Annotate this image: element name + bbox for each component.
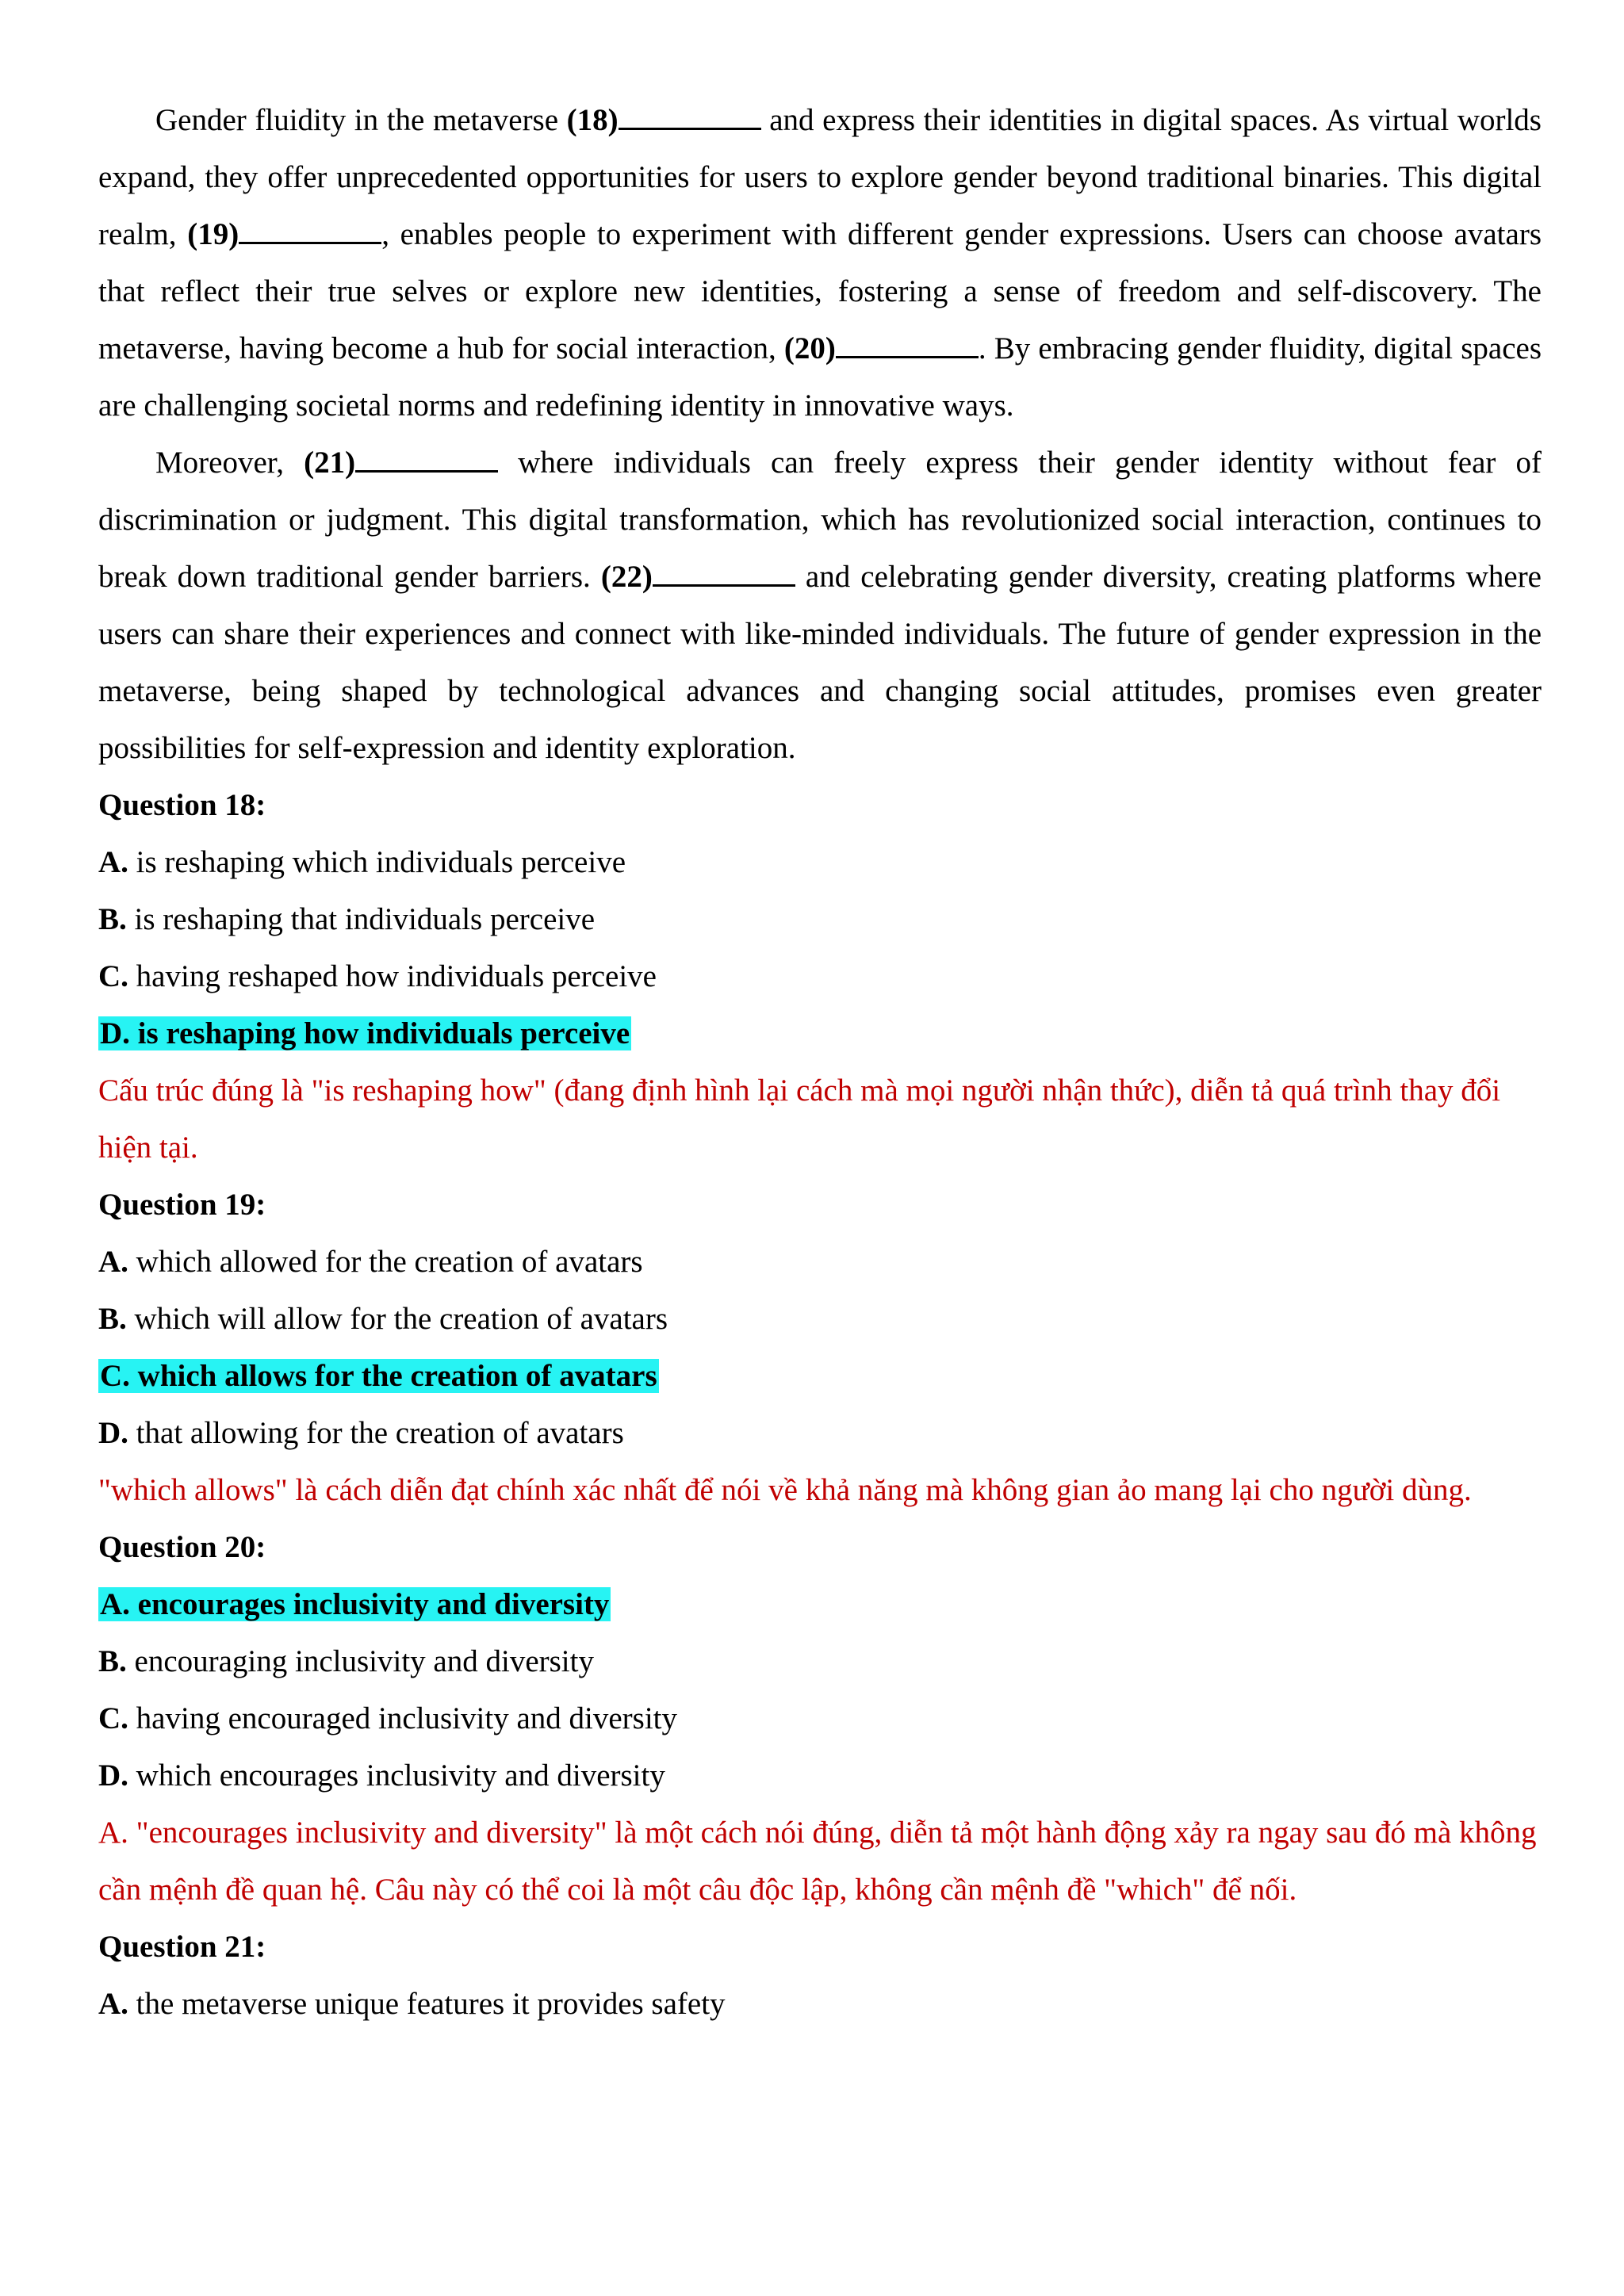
question-18-option-b (98, 891, 1542, 948)
blank-number-22: (22) (600, 560, 653, 594)
passage-text: Gender fluidity in the metaverse (155, 103, 567, 137)
blank-number-21: (21) (304, 446, 356, 480)
option-text: the metaverse unique features it provides safety (128, 1987, 726, 2021)
option-letter: D. (98, 1758, 128, 1793)
option-text: encouraging inclusivity and diversity (126, 1644, 594, 1678)
option-letter: B. (98, 1302, 127, 1336)
blank-number-18: (18) (566, 103, 619, 137)
option-letter: A. (98, 845, 128, 879)
option-letter: A. (98, 1987, 128, 2021)
passage-paragraph-1 (98, 92, 1542, 434)
option-letter: B. (98, 902, 127, 936)
question-18-explanation: Cấu trúc đúng là "is reshaping how" (đang định hình lại cách mà mọi người nhận thức), diễn tả quá trình thay đổi hiện tại. (98, 1073, 1501, 1165)
question-19-option-c-correct (98, 1348, 1542, 1405)
passage-text: where individuals can freely express their gender identity without fear of discrimination or judgment. This digital transformation, which has revolutionized social interaction, continues to break down traditional gender barriers. (98, 446, 1542, 594)
passage-text: and celebrating gender diversity, creating platforms where users can share their experiences and connect with like-minded individuals. The future of gender expression in the metaverse, being shaped by technological advances and changing social attitudes, promises even greater possibilities for self-expression and identity exploration. (98, 560, 1542, 765)
option-text: which encourages inclusivity and diversity (128, 1758, 665, 1793)
question-20-explanation: A. "encourages inclusivity and diversity" là một cách nói đúng, diễn tả một hành động xảy ra ngay sau đó mà không cần mệnh đề quan hệ. Câu này có thể coi là một câu độc lập, không cần mệnh đề "which" để nối. (98, 1816, 1537, 1907)
passage-text: . By embracing gender fluidity, digital spaces are challenging societal norms and redefining identity in innovative ways. (98, 331, 1542, 423)
correct-answer-highlight: D. is reshaping how individuals perceive (100, 1016, 630, 1050)
option-text: that allowing for the creation of avatars (128, 1416, 624, 1450)
option-text: is reshaping that individuals perceive (126, 902, 596, 936)
reading-passage (98, 92, 1542, 777)
blank-18 (619, 98, 761, 130)
question-20-option-a-correct (98, 1576, 1542, 1633)
correct-answer-highlight: A. encourages inclusivity and diversity (100, 1587, 610, 1621)
option-text: having encouraged inclusivity and diversity (128, 1701, 678, 1735)
passage-text: Moreover, (155, 446, 304, 480)
question-21-option-a (98, 1976, 1542, 2033)
passage-paragraph-2 (98, 434, 1542, 777)
question-19-option-d (98, 1405, 1542, 1462)
question-18-option-a (98, 834, 1542, 891)
blank-19 (239, 212, 381, 244)
blank-number-19: (19) (187, 217, 239, 251)
passage-text: , enables people to experiment with different gender expressions. Users can choose avatars that reflect their true selves or explore new identities, fostering a sense of freedom and self-discovery. The metaverse, having become a hub for social interaction, (98, 217, 1542, 365)
option-text: having reshaped how individuals perceive (128, 959, 657, 993)
question-18-option-d-correct (98, 1005, 1542, 1062)
correct-answer-highlight: C. which allows for the creation of avatars (100, 1359, 657, 1393)
question-21-title: Question 21: (98, 1930, 266, 1964)
question-19-option-a (98, 1234, 1542, 1291)
question-20-option-c (98, 1690, 1542, 1747)
question-19-explanation: "which allows" là cách diễn đạt chính xác nhất để nói về khả năng mà không gian ảo mang lại cho người dùng. (98, 1473, 1472, 1507)
question-20-title: Question 20: (98, 1530, 266, 1564)
option-letter: D. (98, 1416, 128, 1450)
blank-21 (355, 440, 498, 473)
option-letter: A. (98, 1245, 128, 1279)
question-20-option-b (98, 1633, 1542, 1690)
option-text: is reshaping which individuals perceive (128, 845, 626, 879)
option-letter: C. (98, 959, 128, 993)
option-text: which allowed for the creation of avatars (128, 1245, 643, 1279)
question-18-option-c (98, 948, 1542, 1005)
question-20-option-d (98, 1747, 1542, 1804)
option-letter: C. (98, 1701, 128, 1735)
option-letter: B. (98, 1644, 127, 1678)
question-19-title: Question 19: (98, 1188, 266, 1222)
question-19-option-b (98, 1291, 1542, 1348)
option-text: which will allow for the creation of avatars (126, 1302, 668, 1336)
question-18-title: Question 18: (98, 788, 266, 822)
blank-22 (653, 554, 795, 587)
blank-number-20: (20) (783, 331, 836, 365)
blank-20 (836, 326, 979, 358)
passage-text: and express their identities in digital spaces. As virtual worlds expand, they offer unprecedented opportunities for users to explore gender beyond traditional binaries. This digital realm, (98, 103, 1542, 251)
